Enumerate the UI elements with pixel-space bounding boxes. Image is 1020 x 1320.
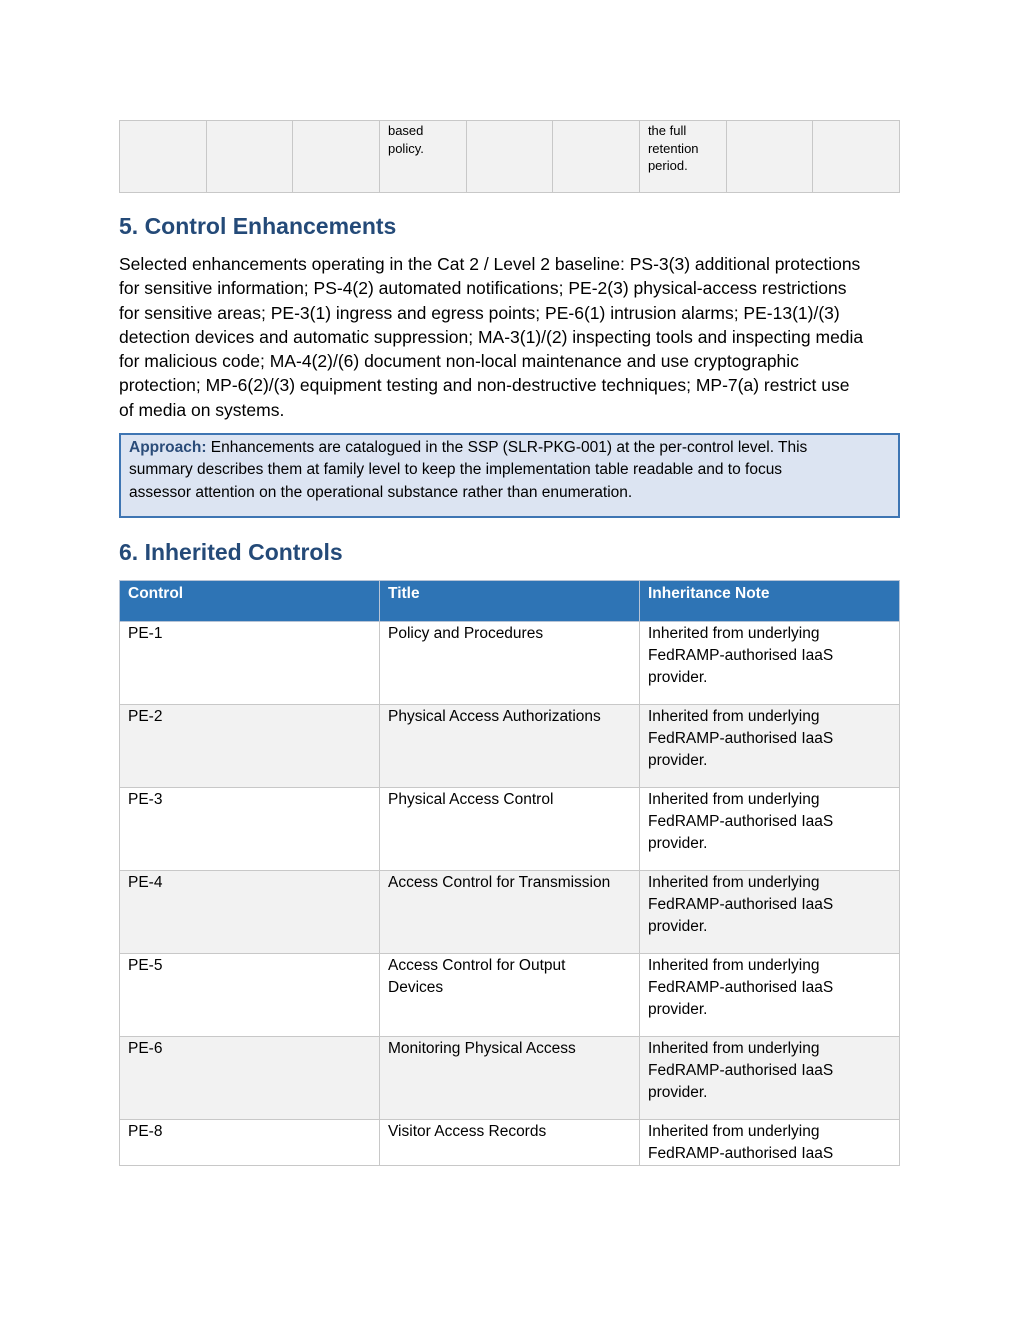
control-title: Monitoring Physical Access	[380, 1037, 640, 1120]
control-title: Access Control for Output Devices	[380, 954, 640, 1037]
approach-callout: Approach: Enhancements are catalogued in the SSP (SLR-PKG-001) at the per-control level. This summary describes them at family level to keep the implementation table readable and to focus assessor attention on the operational substance rather than enumeration.	[119, 433, 900, 518]
control-id: PE-2	[120, 705, 380, 788]
inherited-controls-table	[119, 580, 900, 1166]
table-cell	[293, 121, 380, 193]
table-row	[120, 871, 900, 954]
control-id: PE-3	[120, 788, 380, 871]
table-cell	[813, 121, 900, 193]
control-title: Policy and Procedures	[380, 622, 640, 705]
inheritance-note: Inherited from underlying FedRAMP-authorised IaaS provider.	[640, 705, 900, 788]
control-title: Physical Access Authorizations	[380, 705, 640, 788]
table-cell	[553, 121, 640, 193]
control-id: PE-5	[120, 954, 380, 1037]
column-header-title: Title	[380, 581, 640, 622]
callout-lead: Approach:	[129, 439, 207, 456]
inheritance-note: Inherited from underlying FedRAMP-authorised IaaS provider.	[640, 954, 900, 1037]
enhancements-paragraph: Selected enhancements operating in the Cat 2 / Level 2 baseline: PS-3(3) additional protections for sensitive information; PS-4(2) automated notifications; PE-2(3) physical-access restrictions for sensitive areas; PE-3(1) ingress and egress points; PE-6(1) intrusion alarms; PE-13(1)/(3) detection devices and automatic suppression; MA-3(1)/(2) inspecting tools and inspecting media for malicious code; MA-4(2)/(6) document non-local maintenance and use cryptographic protection; MP-6(2)/(3) equipment testing and non-destructive techniques; MP-7(a) restrict use of media on systems.	[119, 254, 864, 420]
inheritance-note: Inherited from underlying FedRAMP-authorised IaaS	[640, 1120, 900, 1166]
section-heading: 6. Inherited Controls	[119, 539, 343, 565]
section-heading: 5. Control Enhancements	[119, 213, 397, 239]
table-cell	[466, 121, 553, 193]
table-row	[120, 954, 900, 1037]
inheritance-note: Inherited from underlying FedRAMP-authorised IaaS provider.	[640, 1037, 900, 1120]
table-cell: based policy.	[379, 121, 466, 193]
control-title: Visitor Access Records	[380, 1120, 640, 1166]
control-title: Access Control for Transmission	[380, 871, 640, 954]
table-row	[120, 705, 900, 788]
table-cell	[120, 121, 207, 193]
table-cell: the full retention period.	[639, 121, 726, 193]
inheritance-note: Inherited from underlying FedRAMP-authorised IaaS provider.	[640, 871, 900, 954]
control-id: PE-8	[120, 1120, 380, 1166]
control-title: Physical Access Control	[380, 788, 640, 871]
table-row	[120, 121, 900, 193]
table-cell	[726, 121, 813, 193]
table-row	[120, 622, 900, 705]
table-row	[120, 1120, 900, 1166]
control-id: PE-1	[120, 622, 380, 705]
column-header-control: Control	[120, 581, 380, 622]
control-id: PE-4	[120, 871, 380, 954]
table-cell	[206, 121, 293, 193]
inheritance-note: Inherited from underlying FedRAMP-authorised IaaS provider.	[640, 788, 900, 871]
inheritance-note: Inherited from underlying FedRAMP-authorised IaaS provider.	[640, 622, 900, 705]
continuation-table	[119, 120, 900, 193]
table-row	[120, 788, 900, 871]
table-row	[120, 1037, 900, 1120]
table-header-row	[120, 581, 900, 622]
column-header-note: Inheritance Note	[640, 581, 900, 622]
control-id: PE-6	[120, 1037, 380, 1120]
